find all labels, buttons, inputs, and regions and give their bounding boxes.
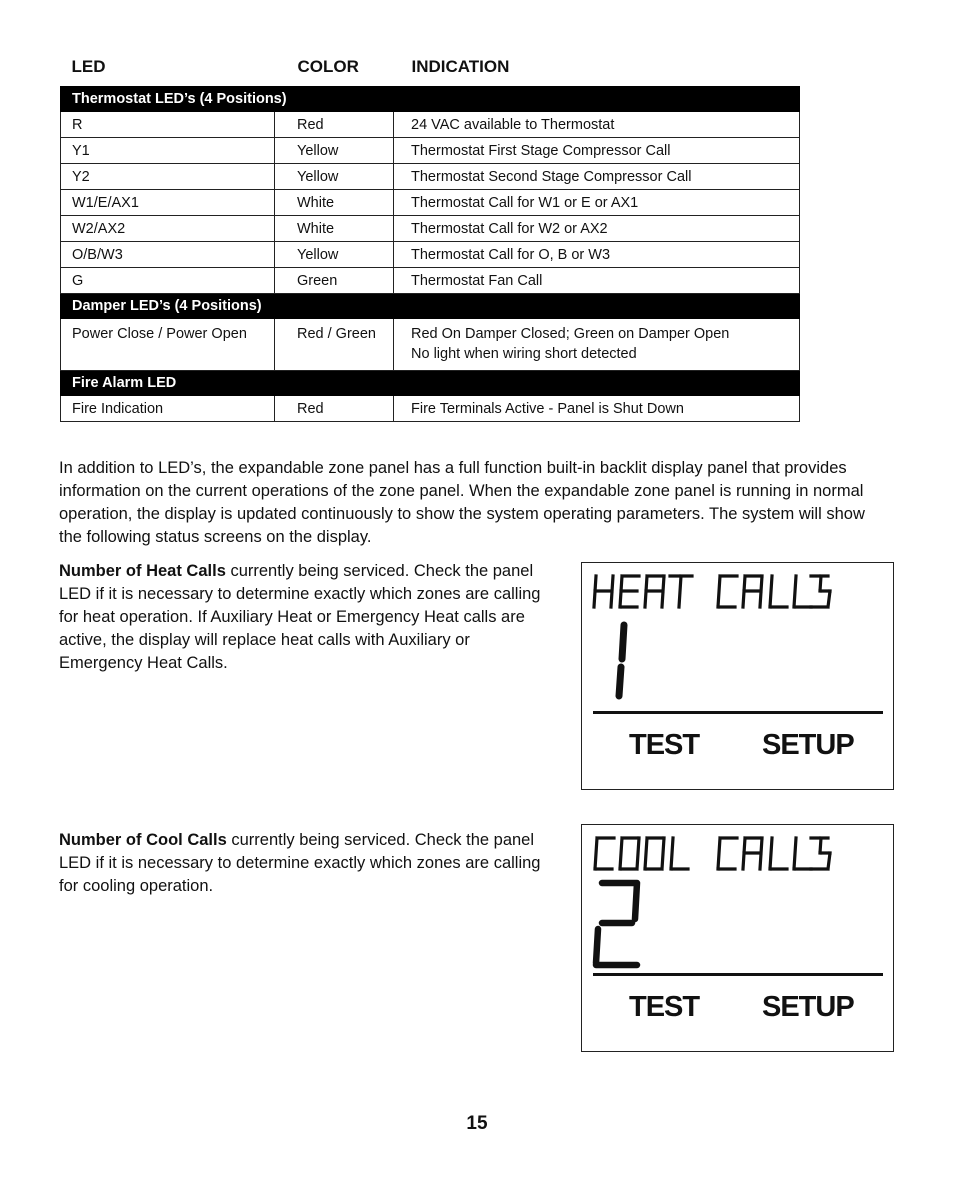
test-label: TEST (629, 991, 700, 1023)
cool-calls-display (581, 824, 894, 1052)
color-cell: White (275, 190, 394, 216)
color-cell: Red (275, 112, 394, 138)
indication-cell (394, 319, 800, 371)
indication-cell: Thermostat Fan Call (394, 268, 800, 294)
indication-line-1: Red On Damper Closed; Green on Damper Open (411, 326, 730, 342)
table-row (61, 216, 800, 242)
color-cell: White (275, 216, 394, 242)
intro-paragraph: In addition to LED’s, the expandable zone panel has a full function built-in backlit display panel that provides information on the current operations of the zone panel. When the expandable zone panel is running in normal operation, the display is updated continuously to show the system operating parameters. The system will show the following status screens on the display. (59, 459, 865, 546)
led-cell: Power Close / Power Open (61, 319, 275, 371)
led-cell: W1/E/AX1 (61, 190, 275, 216)
indication-cell: Fire Terminals Active - Panel is Shut Down (394, 396, 800, 422)
heat-calls-description (59, 560, 549, 675)
indication-line-2: No light when wiring short detected (411, 346, 637, 362)
display-divider (593, 973, 883, 976)
indication-cell: 24 VAC available to Thermostat (394, 112, 800, 138)
page-number: 15 (466, 1113, 488, 1134)
color-cell: Yellow (275, 138, 394, 164)
section-title: Thermostat LED’s (4 Positions) (61, 87, 800, 112)
section-title: Fire Alarm LED (61, 371, 800, 396)
cool-calls-lead: Number of Cool Calls (59, 831, 227, 849)
heat-calls-lcd-text (582, 563, 893, 713)
section-damper (61, 294, 800, 319)
section-fire-alarm (61, 371, 800, 396)
section-title: Damper LED’s (4 Positions) (61, 294, 800, 319)
table-header-row (61, 52, 800, 87)
indication-cell: Thermostat First Stage Compressor Call (394, 138, 800, 164)
color-cell: Yellow (275, 164, 394, 190)
led-cell: W2/AX2 (61, 216, 275, 242)
led-cell: Y2 (61, 164, 275, 190)
color-cell: Red (275, 396, 394, 422)
section-thermostat (61, 87, 800, 112)
indication-cell: Thermostat Call for O, B or W3 (394, 242, 800, 268)
table-row (61, 396, 800, 422)
table-row (61, 190, 800, 216)
heat-calls-lead: Number of Heat Calls (59, 562, 226, 580)
color-cell: Yellow (275, 242, 394, 268)
led-cell: R (61, 112, 275, 138)
heat-calls-display (581, 562, 894, 790)
led-table (60, 52, 800, 422)
table-row (61, 164, 800, 190)
color-cell: Green (275, 268, 394, 294)
header-color: COLOR (297, 57, 359, 76)
header-indication: INDICATION (411, 57, 510, 76)
table-row (61, 112, 800, 138)
cool-calls-description (59, 829, 549, 898)
indication-cell: Thermostat Second Stage Compressor Call (394, 164, 800, 190)
test-label: TEST (629, 729, 700, 761)
indication-cell: Thermostat Call for W1 or E or AX1 (394, 190, 800, 216)
color-cell: Red / Green (275, 319, 394, 371)
display-divider (593, 711, 883, 714)
led-cell: Fire Indication (61, 396, 275, 422)
table-row (61, 242, 800, 268)
header-led: LED (71, 57, 106, 76)
setup-label: SETUP (762, 991, 854, 1023)
cool-calls-text: currently being serviced. Check the panel LED if it is necessary to determine exactly which zones are calling for cooling operation. (59, 831, 541, 895)
led-cell: Y1 (61, 138, 275, 164)
cool-calls-lcd-text (582, 825, 893, 975)
indication-cell: Thermostat Call for W2 or AX2 (394, 216, 800, 242)
setup-label: SETUP (762, 729, 854, 761)
heat-calls-text: currently being serviced. Check the panel LED if it is necessary to determine exactly which zones are calling for heat operation. If Auxiliary Heat or Emergency Heat calls are active, the display will replace heat calls with Auxiliary or Emergency Heat Calls. (59, 562, 541, 672)
table-row (61, 319, 800, 371)
led-cell: G (61, 268, 275, 294)
table-row (61, 138, 800, 164)
table-row (61, 268, 800, 294)
led-cell: O/B/W3 (61, 242, 275, 268)
